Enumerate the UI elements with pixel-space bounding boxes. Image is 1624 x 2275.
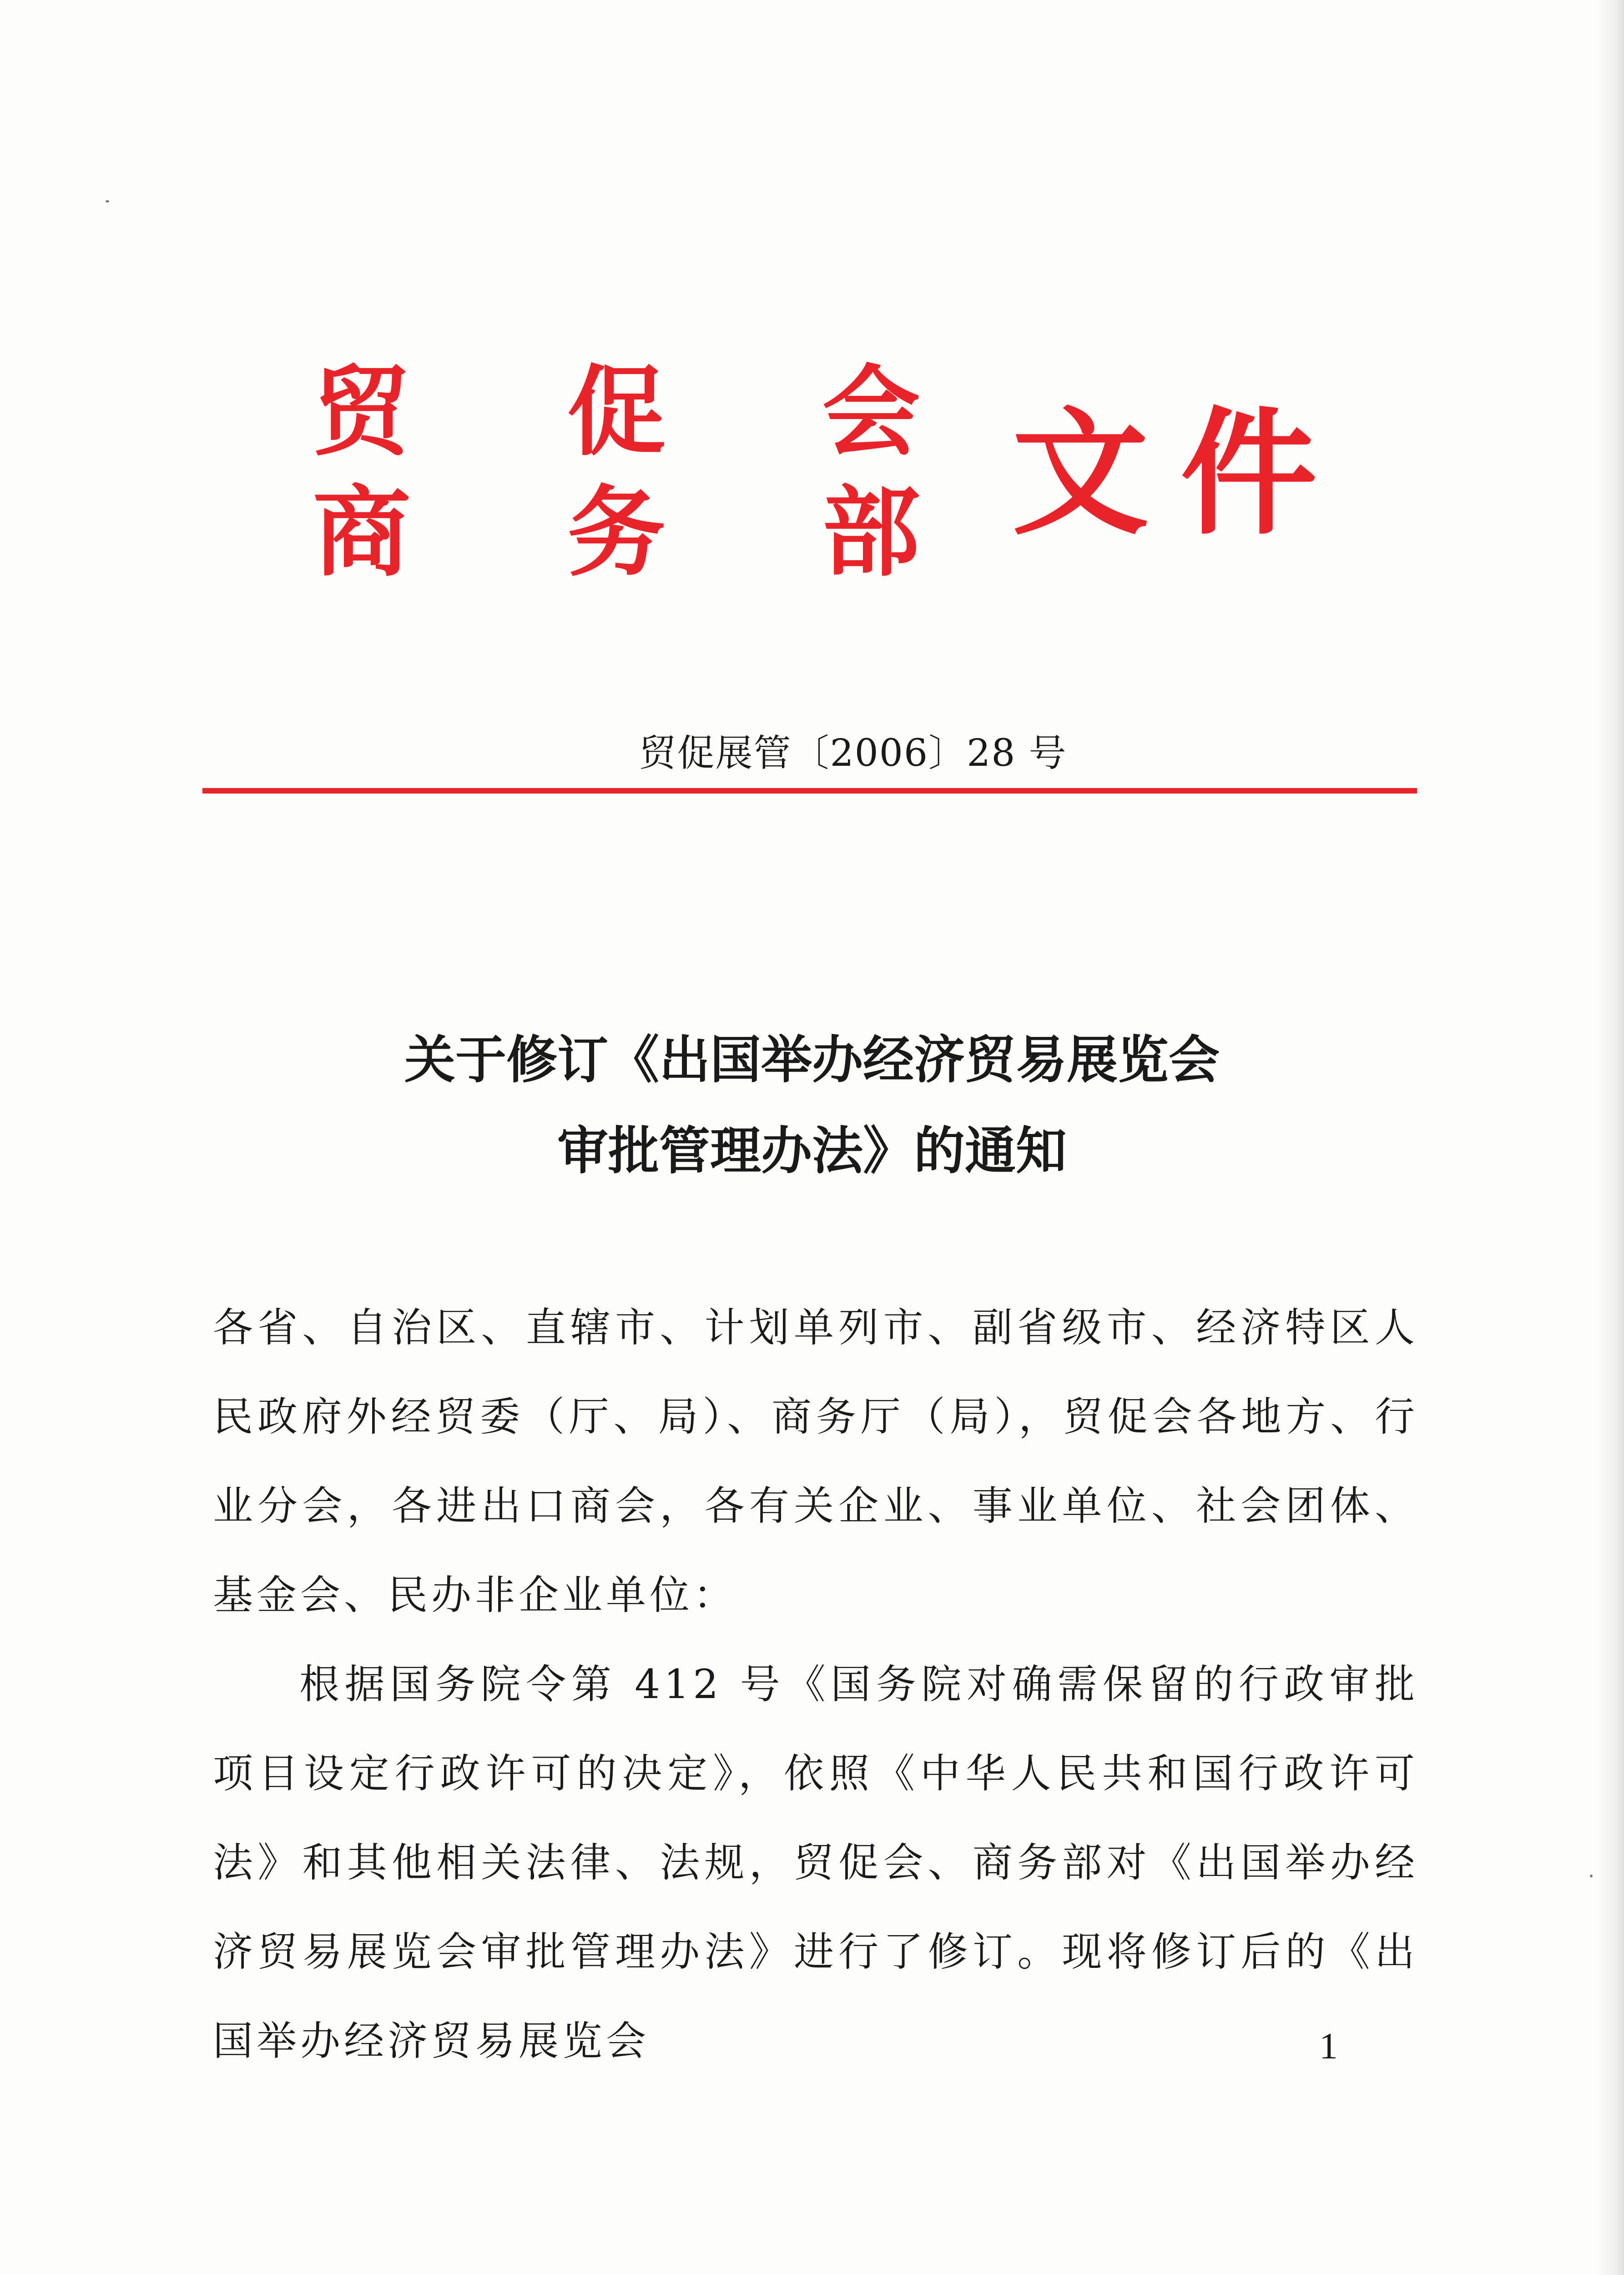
masthead-char: 会 [822, 354, 920, 469]
red-masthead [309, 354, 1333, 596]
document-body [213, 1283, 1418, 2086]
masthead-org-row-2 [309, 475, 923, 590]
masthead-char: 件 [1180, 393, 1317, 553]
masthead-char: 文 [1012, 393, 1149, 553]
masthead-document-word [1005, 393, 1324, 553]
masthead-org-row-1 [309, 354, 923, 469]
masthead-char: 务 [567, 475, 666, 590]
title-line-1: 关于修订《出国举办经济贸易展览会 [404, 1030, 1220, 1090]
masthead-char: 部 [822, 475, 920, 590]
red-separator-line [202, 788, 1417, 794]
masthead-char: 促 [567, 354, 666, 469]
masthead-char: 商 [313, 475, 411, 590]
addressee-paragraph: 各省、自治区、直辖市、计划单列市、副省级市、经济特区人民政府外经贸委（厅、局）、商务厅（局），贸促会各地方、行业分会，各进出口商会，各有关企业、事业单位、社会团体、基金会、民办非企业单位： [213, 1304, 1418, 1618]
scan-speck [106, 200, 109, 202]
masthead-char: 贸 [313, 354, 411, 469]
document-number-text: 贸促展管〔2006〕28 号 [639, 732, 1067, 775]
scan-speck [1590, 1875, 1593, 1877]
document-number [0, 723, 1624, 777]
page-number: 1 [1319, 2025, 1338, 2067]
body-paragraph: 根据国务院令第 412 号《国务院对确需保留的行政审批项目设定行政许可的决定》，依照《中华人民共和国行政许可法》和其他相关法律、法规，贸促会、商务部对《出国举办经济贸易展览会审批管理办法》进行了修订。现将修订后的《出国举办经济贸易展览会 [213, 1661, 1418, 2064]
document-title [0, 1015, 1624, 1197]
title-line-2: 审批管理办法》的通知 [557, 1121, 1067, 1181]
